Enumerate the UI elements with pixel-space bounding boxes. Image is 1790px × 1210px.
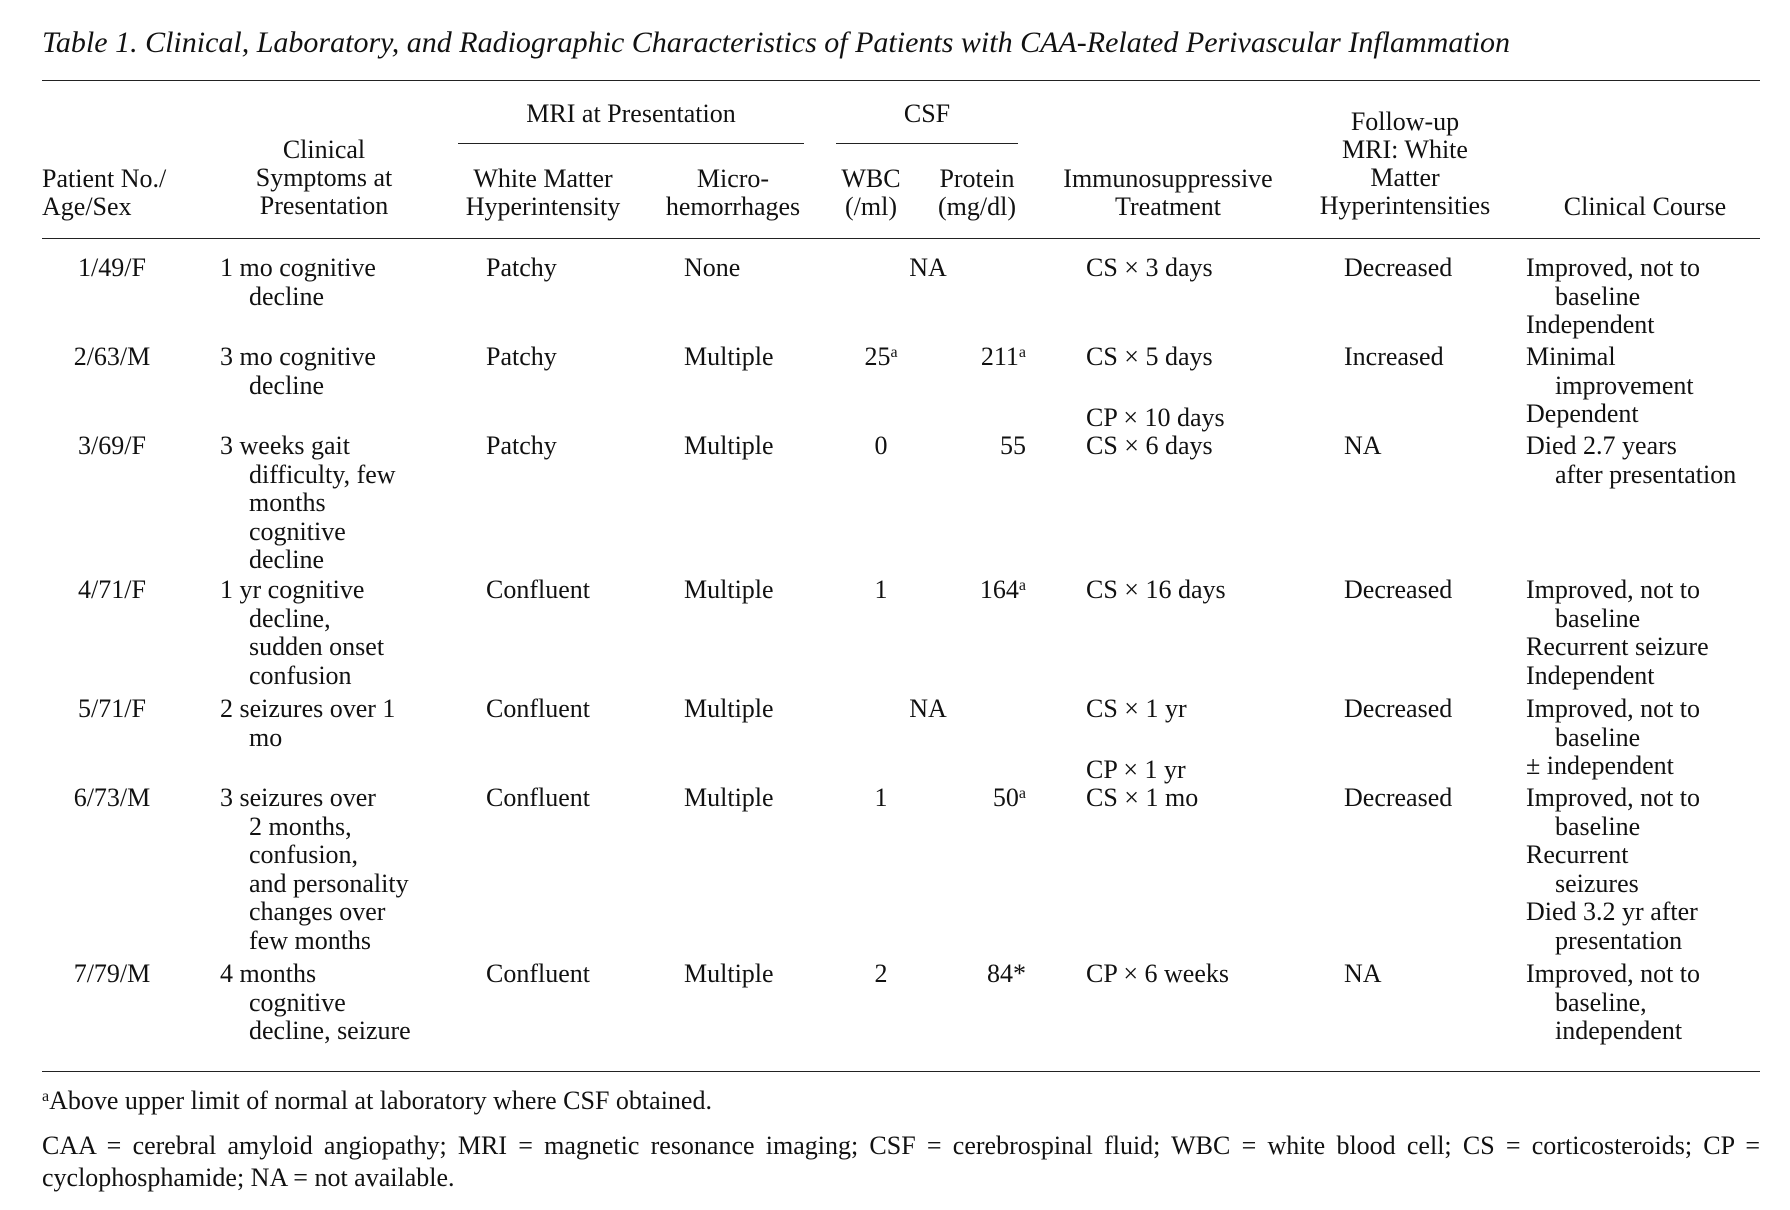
cell-clinical-course (1526, 254, 1766, 340)
cell-line: improvement (1555, 370, 1694, 400)
cell-followup: NA (1344, 431, 1382, 460)
cell-treatment: CS × 1 yr (1086, 694, 1187, 723)
cell-white-matter: Patchy (486, 431, 557, 460)
cell-line: sudden onset (249, 632, 385, 662)
cell-wbc (836, 432, 926, 461)
cell-line: 3 weeks gait (220, 431, 350, 460)
cell-white-matter: Patchy (486, 253, 557, 282)
footnote-marker: a (1018, 344, 1026, 361)
cell-symptoms (220, 254, 440, 311)
cell-symptoms (220, 576, 440, 690)
cell-line: Independent (1526, 310, 1655, 340)
cell-line: changes over (249, 897, 386, 927)
cell-line: 1 yr cognitive (220, 575, 365, 604)
cell-line: baseline (1555, 722, 1641, 752)
cell-microhemorrhages: Multiple (684, 342, 774, 371)
cell-line: 4 months (220, 959, 317, 988)
cell-symptoms (220, 960, 440, 1046)
cell-value: 164 (979, 575, 1019, 604)
cell-value: 1 (874, 783, 888, 812)
cell-line: Improved, not to (1526, 253, 1701, 282)
cell-line: Improved, not to (1526, 575, 1701, 604)
cell-patient: 4/71/F (78, 575, 146, 604)
footnote-marker: a (1018, 577, 1026, 594)
cell-followup: Increased (1344, 342, 1444, 371)
cell-line: Minimal (1526, 342, 1616, 371)
cell-value: 1 (874, 575, 888, 604)
cell-treatment: CS × 6 days (1086, 431, 1213, 460)
cell-line: ± independent (1526, 751, 1674, 781)
cell-csf-na: NA (909, 694, 947, 723)
header-white-matter: White Matter Hyperintensity (465, 164, 621, 221)
cell-line: cognitive (249, 516, 346, 546)
cell-line: confusion, (249, 840, 359, 870)
cell-clinical-course (1526, 576, 1766, 690)
cell-microhemorrhages: Multiple (684, 959, 774, 988)
cell-treatment: CS × 3 days (1086, 253, 1213, 282)
cell-treatment: CS × 1 mo (1086, 783, 1199, 812)
header-protein: Protein (mg/dl) (938, 164, 1016, 221)
cell-protein (926, 784, 1026, 813)
cell-line: cognitive (249, 987, 346, 1017)
cell-line: baseline (1555, 811, 1641, 841)
cell-clinical-course (1526, 432, 1766, 489)
cell-line: decline (249, 370, 325, 400)
cell-line: Improved, not to (1526, 783, 1701, 812)
cell-protein (926, 576, 1026, 605)
table-caption: Table 1. Clinical, Laboratory, and Radiographic Characteristics of Patients with CAA-Related Perivascular Inflammation (42, 26, 1510, 59)
footnote-a: $^a$Above upper limit of normal at laboratory where CSF obtained. (42, 1086, 712, 1115)
header-microhemorrhages: Micro- hemorrhages (665, 164, 801, 221)
cell-line: Recurrent seizure (1526, 632, 1709, 662)
cell-line: 3 seizures over (220, 783, 376, 812)
cell-microhemorrhages: Multiple (684, 575, 774, 604)
cell-line: Died 3.2 yr after (1526, 897, 1698, 927)
cell-white-matter: Confluent (486, 783, 590, 812)
cell-microhemorrhages: Multiple (684, 694, 774, 723)
cell-white-matter: Patchy (486, 342, 557, 371)
cell-line: few months (249, 925, 372, 955)
cell-followup: NA (1344, 959, 1382, 988)
cell-patient: 2/63/M (73, 342, 151, 371)
cell-wbc (836, 960, 926, 989)
cell-line: Improved, not to (1526, 694, 1701, 723)
header-patient: Patient No./ Age/Sex (42, 164, 167, 221)
cell-value: 50 (992, 783, 1019, 812)
footnote-abbreviations: CAA = cerebral amyloid angiopathy; MRI = magnetic resonance imaging; CSF = cerebrospinal fluid; WBC = white blood cell; CS = corticosteroids; CP = cyclophosphamide; NA = not available. (42, 1131, 1760, 1192)
cell-patient: 3/69/F (78, 431, 146, 460)
header-csf-group: CSF (903, 99, 951, 128)
cell-followup: Decreased (1344, 253, 1453, 282)
cell-line: baseline (1555, 281, 1641, 311)
cell-line: Recurrent (1526, 840, 1629, 870)
cell-line: 1 mo cognitive (220, 253, 376, 282)
footnote-marker: a (890, 344, 898, 361)
cell-symptoms (220, 784, 440, 956)
header-treatment: Immunosuppressive Treatment (1063, 164, 1273, 221)
cell-value: 0 (874, 431, 888, 460)
bottom-rule (42, 1071, 1760, 1072)
cell-line: 2 seizures over 1 (220, 694, 396, 723)
cell-microhemorrhages: Multiple (684, 431, 774, 460)
cell-line: months (249, 488, 326, 518)
cell-patient: 6/73/M (73, 783, 151, 812)
cell-line: confusion (249, 660, 352, 690)
header-rule (42, 238, 1760, 239)
cell-treatment: CS × 16 days (1086, 575, 1226, 604)
cell-protein (926, 432, 1026, 461)
cell-line: presentation (1555, 925, 1683, 955)
header-wbc: WBC (/ml) (841, 164, 901, 221)
cell-line: difficulty, few (249, 459, 396, 489)
cell-line: 2 months, (249, 811, 352, 841)
header-symptoms: Clinical Symptoms at Presentation (255, 135, 393, 220)
cell-patient: 1/49/F (78, 253, 146, 282)
cell-clinical-course (1526, 343, 1766, 429)
cell-line: baseline, (1555, 987, 1647, 1017)
cell-wbc (836, 784, 926, 813)
cell-clinical-course (1526, 960, 1766, 1046)
cell-value: 84* (987, 959, 1026, 988)
footnote-marker: a (1018, 785, 1026, 802)
cell-line: decline (249, 281, 325, 311)
cell-line: 3 mo cognitive (220, 342, 376, 371)
cell-line: independent (1555, 1016, 1683, 1046)
cell-line: Improved, not to (1526, 959, 1701, 988)
cell-line: and personality (249, 868, 409, 898)
cell-patient: 7/79/M (73, 959, 151, 988)
cell-line: mo (249, 722, 283, 752)
cell-microhemorrhages: None (684, 253, 741, 282)
header-mri-group: MRI at Presentation (526, 99, 736, 128)
cell-clinical-course (1526, 784, 1766, 956)
header-course: Clinical Course (1563, 192, 1727, 221)
top-rule (42, 80, 1760, 81)
cell-clinical-course (1526, 695, 1766, 781)
cell-value: 211 (980, 342, 1019, 371)
cell-line: seizures (1555, 868, 1639, 898)
cell-treatment: CP × 6 weeks (1086, 959, 1229, 988)
cell-line: decline (249, 545, 325, 575)
cell-line: Dependent (1526, 399, 1639, 429)
mri-group-rule (458, 143, 804, 144)
cell-symptoms (220, 343, 440, 400)
cell-symptoms (220, 695, 440, 752)
cell-line: decline, (249, 603, 331, 633)
cell-followup: Decreased (1344, 575, 1453, 604)
cell-value: 2 (874, 959, 888, 988)
cell-csf-na: NA (909, 253, 947, 282)
header-followup: Follow-up MRI: White Matter Hyperintensities (1319, 107, 1491, 220)
csf-group-rule (836, 143, 1018, 144)
cell-protein (926, 960, 1026, 989)
cell-value: 25 (864, 342, 891, 371)
cell-line: baseline (1555, 603, 1641, 633)
cell-wbc (836, 343, 926, 372)
cell-followup: Decreased (1344, 694, 1453, 723)
cell-line: Independent (1526, 660, 1655, 690)
cell-symptoms (220, 432, 440, 575)
cell-line: decline, seizure (249, 1016, 411, 1046)
cell-treatment: CP × 10 days (1086, 403, 1225, 432)
cell-white-matter: Confluent (486, 959, 590, 988)
cell-treatment: CS × 5 days (1086, 342, 1213, 371)
cell-microhemorrhages: Multiple (684, 783, 774, 812)
cell-followup: Decreased (1344, 783, 1453, 812)
cell-value: 55 (1000, 431, 1026, 460)
cell-white-matter: Confluent (486, 575, 590, 604)
cell-wbc (836, 576, 926, 605)
cell-protein (926, 343, 1026, 372)
cell-treatment: CP × 1 yr (1086, 755, 1186, 784)
cell-white-matter: Confluent (486, 694, 590, 723)
cell-patient: 5/71/F (78, 694, 146, 723)
cell-line: Died 2.7 years (1526, 431, 1677, 460)
cell-line: after presentation (1555, 459, 1737, 489)
